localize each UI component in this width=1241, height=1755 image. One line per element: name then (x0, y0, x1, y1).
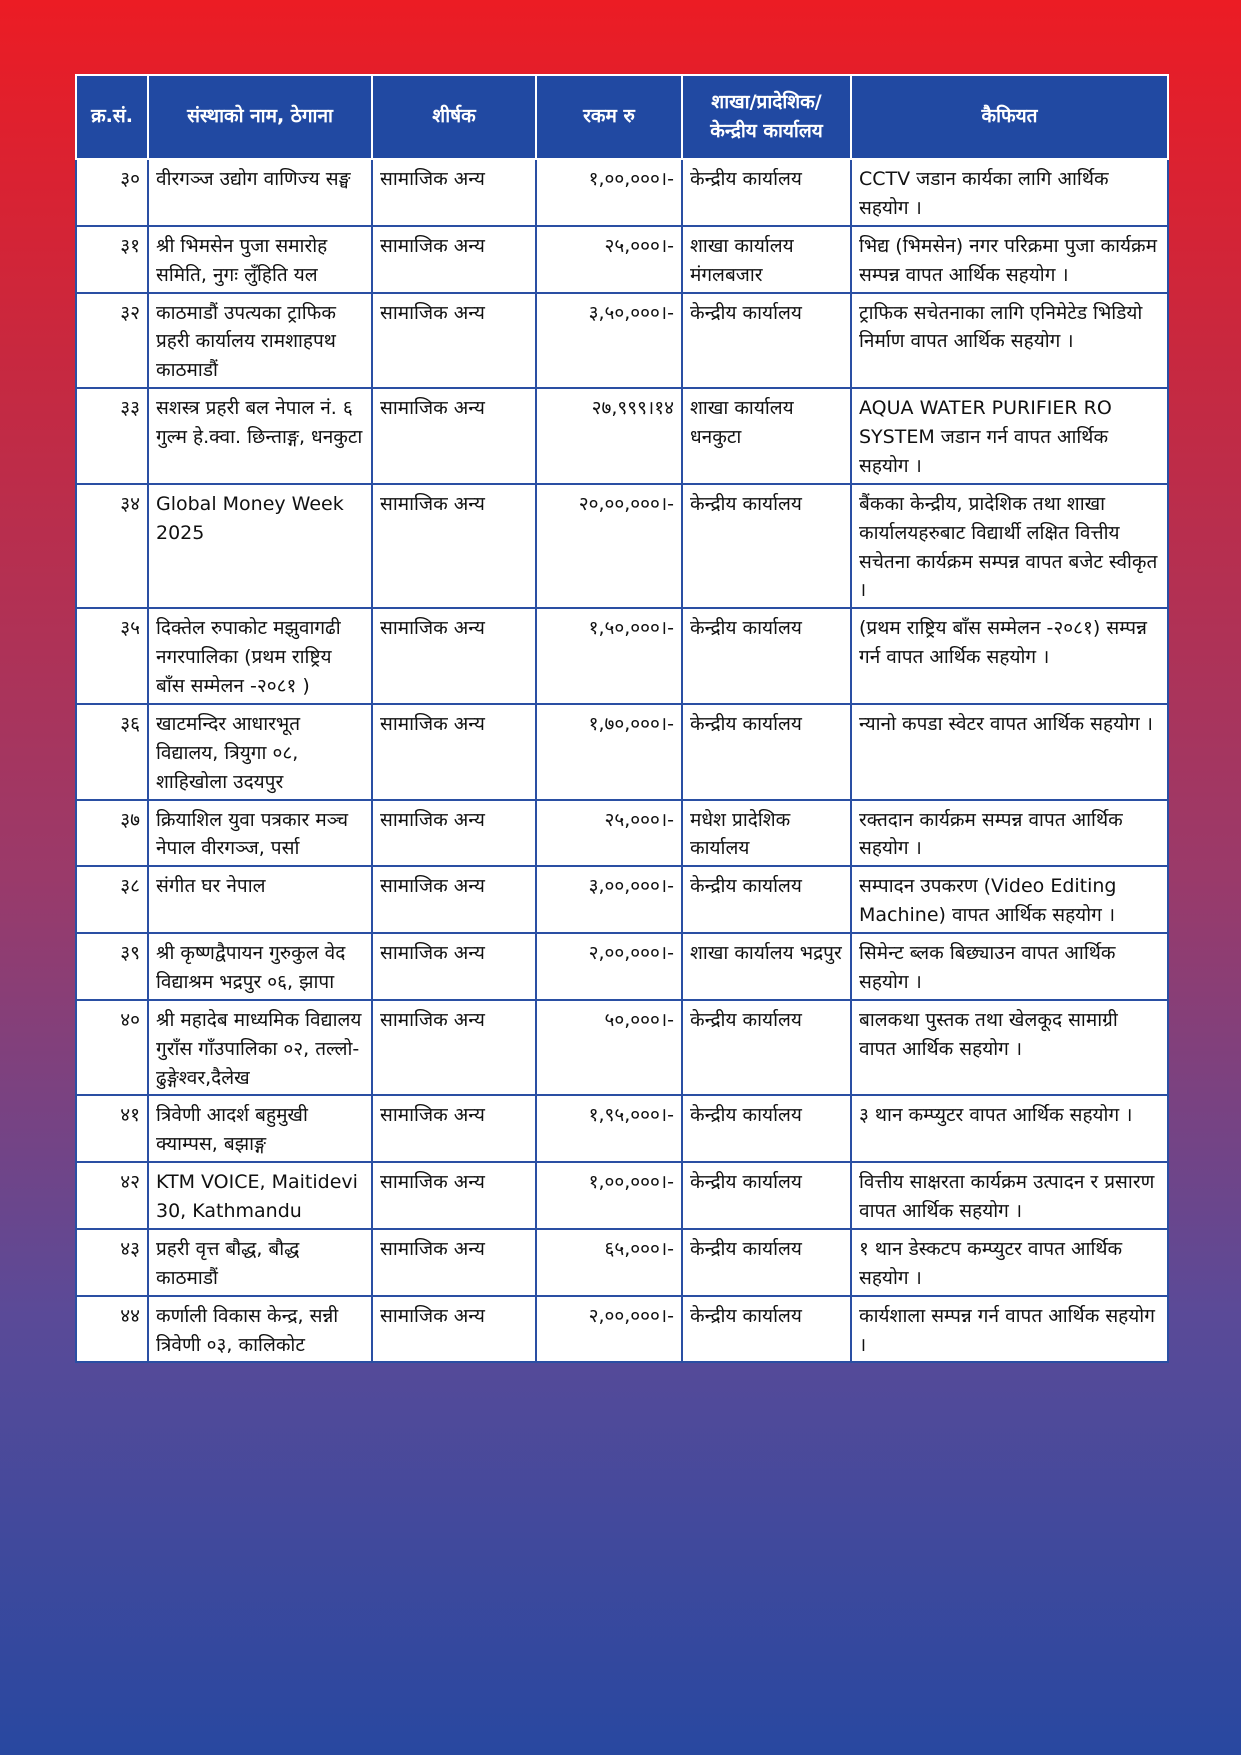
cell-office: केन्द्रीय कार्यालय (682, 866, 851, 933)
cell-office: केन्द्रीय कार्यालय (682, 293, 851, 389)
header-remarks: कैफियत (851, 75, 1168, 159)
cell-organization: वीरगञ्ज उद्योग वाणिज्य सङ्घ (148, 159, 372, 226)
table-row (76, 933, 1168, 1000)
cell-office: शाखा कार्यालय मंगलबजार (682, 226, 851, 293)
cell-remarks: भिद्य (भिमसेन) नगर परिक्रमा पुजा कार्यक्रम सम्पन्न वापत आर्थिक सहयोग । (851, 226, 1168, 293)
cell-organization: श्री भिमसेन पुजा समारोह समिति, नुगः लुँहिति यल (148, 226, 372, 293)
cell-organization: खाटमन्दिर आधारभूत विद्यालय, त्रियुगा ०८, शाहिखोला उदयपुर (148, 704, 372, 800)
table-row (76, 1296, 1168, 1363)
cell-remarks: (प्रथम राष्ट्रिय बाँस सम्मेलन -२०८१) सम्पन्न गर्न वापत आर्थिक सहयोग । (851, 608, 1168, 704)
cell-remarks: CCTV जडान कार्यका लागि आर्थिक सहयोग । (851, 159, 1168, 226)
cell-serial-number: ३१ (76, 226, 148, 293)
cell-serial-number: ३५ (76, 608, 148, 704)
cell-organization: KTM VOICE, Maitidevi 30, Kathmandu (148, 1162, 372, 1229)
header-amount: रकम रु (536, 75, 682, 159)
cell-heading: सामाजिक अन्य (372, 608, 536, 704)
cell-amount: २५,०००।- (536, 800, 682, 867)
cell-organization: प्रहरी वृत्त बौद्ध, बौद्ध काठमाडौं (148, 1229, 372, 1296)
cell-heading: सामाजिक अन्य (372, 1162, 536, 1229)
cell-office: केन्द्रीय कार्यालय (682, 704, 851, 800)
cell-remarks: सम्पादन उपकरण (Video Editing Machine) वापत आर्थिक सहयोग । (851, 866, 1168, 933)
table-row (76, 484, 1168, 609)
cell-organization: कर्णाली विकास केन्द्र, सन्नी त्रिवेणी ०३, कालिकोट (148, 1296, 372, 1363)
cell-remarks: कार्यशाला सम्पन्न गर्न वापत आर्थिक सहयोग । (851, 1296, 1168, 1363)
cell-amount: १,९५,०००।- (536, 1095, 682, 1162)
cell-organization: काठमाडौं उपत्यका ट्राफिक प्रहरी कार्यालय रामशाहपथ काठमाडौं (148, 293, 372, 389)
cell-heading: सामाजिक अन्य (372, 933, 536, 1000)
table-row (76, 159, 1168, 226)
cell-serial-number: ३० (76, 159, 148, 226)
cell-office: मधेश प्रादेशिक कार्यालय (682, 800, 851, 867)
cell-office: केन्द्रीय कार्यालय (682, 1095, 851, 1162)
cell-organization: सशस्त्र प्रहरी बल नेपाल नं. ६ गुल्म हे.क्वा. छिन्ताङ्ग, धनकुटा (148, 388, 372, 484)
cell-organization: क्रियाशिल युवा पत्रकार मञ्च नेपाल वीरगञ्ज, पर्सा (148, 800, 372, 867)
cell-serial-number: ३२ (76, 293, 148, 389)
cell-amount: १,७०,०००।- (536, 704, 682, 800)
cell-organization: दिक्तेल रुपाकोट मझुवागढी नगरपालिका (प्रथम राष्ट्रिय बाँस सम्मेलन -२०८१ ) (148, 608, 372, 704)
cell-office: केन्द्रीय कार्यालय (682, 1229, 851, 1296)
cell-organization: Global Money Week 2025 (148, 484, 372, 609)
cell-amount: ३,००,०००।- (536, 866, 682, 933)
cell-heading: सामाजिक अन्य (372, 1229, 536, 1296)
cell-remarks: बालकथा पुस्तक तथा खेलकूद सामाग्री वापत आर्थिक सहयोग । (851, 1000, 1168, 1096)
cell-heading: सामाजिक अन्य (372, 1296, 536, 1363)
table-body (76, 159, 1168, 1362)
cell-serial-number: ३८ (76, 866, 148, 933)
cell-heading: सामाजिक अन्य (372, 1000, 536, 1096)
cell-amount: २,००,०००।- (536, 933, 682, 1000)
cell-heading: सामाजिक अन्य (372, 388, 536, 484)
cell-amount: २५,०००।- (536, 226, 682, 293)
cell-organization: संगीत घर नेपाल (148, 866, 372, 933)
cell-amount: २,००,०००।- (536, 1296, 682, 1363)
cell-remarks: ट्राफिक सचेतनाका लागि एनिमेटेड भिडियो निर्माण वापत आर्थिक सहयोग । (851, 293, 1168, 389)
cell-office: शाखा कार्यालय भद्रपुर (682, 933, 851, 1000)
cell-heading: सामाजिक अन्य (372, 484, 536, 609)
cell-serial-number: ३७ (76, 800, 148, 867)
cell-amount: ६५,०००।- (536, 1229, 682, 1296)
cell-heading: सामाजिक अन्य (372, 1095, 536, 1162)
cell-serial-number: ४१ (76, 1095, 148, 1162)
cell-remarks: न्यानो कपडा स्वेटर वापत आर्थिक सहयोग । (851, 704, 1168, 800)
table-row (76, 608, 1168, 704)
cell-office: शाखा कार्यालय धनकुटा (682, 388, 851, 484)
header-serial-number: क्र.सं. (76, 75, 148, 159)
cell-amount: ३,५०,०००।- (536, 293, 682, 389)
table-row (76, 1229, 1168, 1296)
cell-remarks: बैंकका केन्द्रीय, प्रादेशिक तथा शाखा कार्यालयहरुबाट विद्यार्थी लक्षित वित्तीय सचेतना कार्यक्रम सम्पन्न वापत बजेट स्वीकृत । (851, 484, 1168, 609)
cell-heading: सामाजिक अन्य (372, 866, 536, 933)
cell-office: केन्द्रीय कार्यालय (682, 1162, 851, 1229)
cell-organization: त्रिवेणी आदर्श बहुमुखी क्याम्पस, बझाङ्ग (148, 1095, 372, 1162)
cell-amount: १,५०,०००।- (536, 608, 682, 704)
cell-office: केन्द्रीय कार्यालय (682, 484, 851, 609)
table-header-row (76, 75, 1168, 159)
table-row (76, 866, 1168, 933)
cell-office: केन्द्रीय कार्यालय (682, 1296, 851, 1363)
cell-serial-number: ३६ (76, 704, 148, 800)
table-row (76, 388, 1168, 484)
cell-amount: १,००,०००।- (536, 1162, 682, 1229)
cell-heading: सामाजिक अन्य (372, 159, 536, 226)
cell-serial-number: ३३ (76, 388, 148, 484)
cell-remarks: १ थान डेस्कटप कम्प्युटर वापत आर्थिक सहयोग । (851, 1229, 1168, 1296)
table-row (76, 293, 1168, 389)
cell-remarks: AQUA WATER PURIFIER RO SYSTEM जडान गर्न वापत आर्थिक सहयोग । (851, 388, 1168, 484)
cell-amount: २०,००,०००।- (536, 484, 682, 609)
cell-serial-number: ४३ (76, 1229, 148, 1296)
cell-organization: श्री कृष्णद्वैपायन गुरुकुल वेद विद्याश्रम भद्रपुर ०६, झापा (148, 933, 372, 1000)
cell-heading: सामाजिक अन्य (372, 293, 536, 389)
cell-office: केन्द्रीय कार्यालय (682, 1000, 851, 1096)
cell-remarks: ३ थान कम्प्युटर वापत आर्थिक सहयोग । (851, 1095, 1168, 1162)
cell-amount: ५०,०००।- (536, 1000, 682, 1096)
cell-serial-number: ४४ (76, 1296, 148, 1363)
cell-office: केन्द्रीय कार्यालय (682, 608, 851, 704)
cell-serial-number: ४० (76, 1000, 148, 1096)
cell-heading: सामाजिक अन्य (372, 226, 536, 293)
cell-heading: सामाजिक अन्य (372, 704, 536, 800)
cell-amount: १,००,०००।- (536, 159, 682, 226)
table-row (76, 226, 1168, 293)
cell-remarks: सिमेन्ट ब्लक बिछ्याउन वापत आर्थिक सहयोग । (851, 933, 1168, 1000)
cell-serial-number: ४२ (76, 1162, 148, 1229)
header-heading: शीर्षक (372, 75, 536, 159)
cell-amount: २७,९९९।१४ (536, 388, 682, 484)
cell-office: केन्द्रीय कार्यालय (682, 159, 851, 226)
table-row (76, 704, 1168, 800)
cell-serial-number: ३४ (76, 484, 148, 609)
header-office: शाखा/प्रादेशिक/ केन्द्रीय कार्यालय (682, 75, 851, 159)
donation-table-sheet (75, 74, 1167, 1363)
cell-serial-number: ३९ (76, 933, 148, 1000)
table-row (76, 1095, 1168, 1162)
cell-remarks: वित्तीय साक्षरता कार्यक्रम उत्पादन र प्रसारण वापत आर्थिक सहयोग । (851, 1162, 1168, 1229)
table-row (76, 1000, 1168, 1096)
cell-organization: श्री महादेब माध्यमिक विद्यालय गुराँस गाँउपालिका ०२, तल्लो-ढुङ्गेश्वर,दैलेख (148, 1000, 372, 1096)
cell-remarks: रक्तदान कार्यक्रम सम्पन्न वापत आर्थिक सहयोग । (851, 800, 1168, 867)
cell-heading: सामाजिक अन्य (372, 800, 536, 867)
donation-table (75, 74, 1169, 1363)
table-row (76, 800, 1168, 867)
table-row (76, 1162, 1168, 1229)
header-organization: संस्थाको नाम, ठेगाना (148, 75, 372, 159)
